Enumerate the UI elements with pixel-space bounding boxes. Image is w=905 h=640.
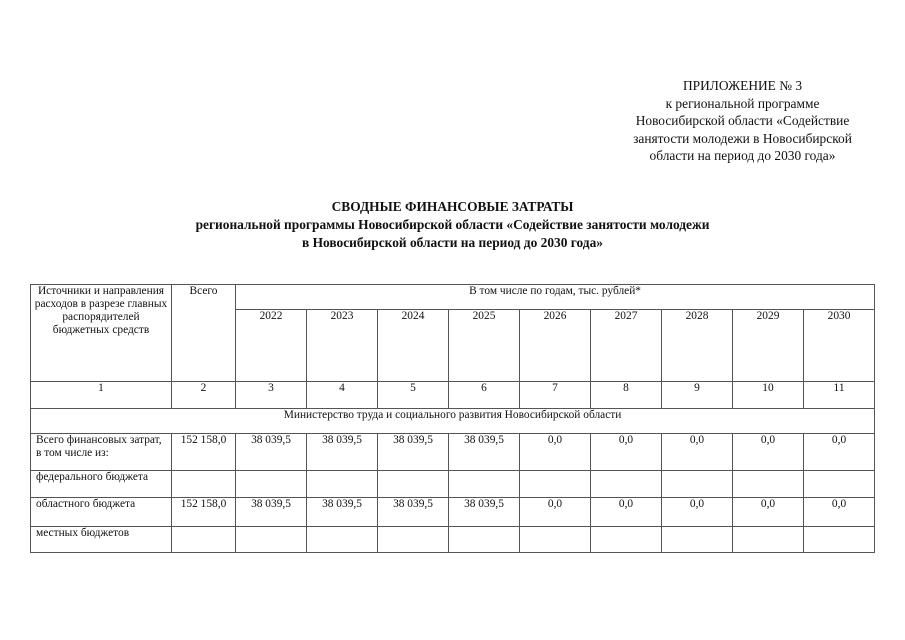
annex-heading: ПРИЛОЖЕНИЕ № 3 (682, 78, 803, 93)
row-value (307, 527, 378, 553)
row-value (662, 471, 733, 498)
column-number: 8 (591, 382, 662, 409)
row-value: 38 039,5 (236, 434, 307, 471)
header-total: Всего (172, 285, 236, 382)
header-by-years: В том числе по годам, тыс. рублей* (236, 285, 875, 310)
row-value (378, 471, 449, 498)
row-total (172, 527, 236, 553)
row-value (591, 527, 662, 553)
row-value: 0,0 (804, 498, 875, 527)
row-value (307, 471, 378, 498)
document-title (0, 198, 905, 252)
row-value (378, 527, 449, 553)
title-line-3: в Новосибирской области на период до 2030 года» (302, 235, 603, 250)
row-value (804, 471, 875, 498)
annex-line: Новосибирской области «Содействие (635, 113, 850, 128)
header-year: 2025 (449, 310, 520, 382)
row-value (804, 527, 875, 553)
row-value (591, 471, 662, 498)
column-number: 2 (172, 382, 236, 409)
column-number: 6 (449, 382, 520, 409)
header-year: 2029 (733, 310, 804, 382)
table-row (31, 498, 875, 527)
row-total: 152 158,0 (172, 434, 236, 471)
row-value: 0,0 (520, 498, 591, 527)
row-value: 0,0 (662, 498, 733, 527)
annex-line: области на период до 2030 года» (649, 148, 836, 163)
row-name: местных бюджетов (31, 527, 172, 553)
row-value (520, 471, 591, 498)
row-value (733, 527, 804, 553)
column-number: 3 (236, 382, 307, 409)
row-value (236, 527, 307, 553)
row-value: 0,0 (733, 434, 804, 471)
row-value: 0,0 (591, 498, 662, 527)
row-value: 38 039,5 (378, 498, 449, 527)
row-value: 38 039,5 (307, 498, 378, 527)
column-number: 9 (662, 382, 733, 409)
title-line-2: региональной программы Новосибирской области «Содействие занятости молодежи (195, 217, 710, 232)
title-line-1: СВОДНЫЕ ФИНАНСОВЫЕ ЗАТРАТЫ (331, 199, 574, 214)
header-year: 2022 (236, 310, 307, 382)
header-year: 2030 (804, 310, 875, 382)
row-value (449, 527, 520, 553)
header-year: 2023 (307, 310, 378, 382)
ministry-row (31, 409, 875, 434)
table-row (31, 471, 875, 498)
row-value: 0,0 (662, 434, 733, 471)
annex-line: занятости молодежи в Новосибирской (633, 130, 852, 146)
row-value: 38 039,5 (449, 434, 520, 471)
financial-table (30, 284, 875, 553)
annex-line: к региональной программе (665, 95, 820, 111)
header-row (31, 285, 875, 310)
row-value: 38 039,5 (236, 498, 307, 527)
header-sources: Источники и направления расходов в разрезе главных распорядителей бюджетных средств (31, 285, 172, 382)
row-name: областного бюджета (31, 498, 172, 527)
column-numbers-row (31, 382, 875, 409)
row-value: 38 039,5 (307, 434, 378, 471)
column-number: 7 (520, 382, 591, 409)
row-value: 0,0 (591, 434, 662, 471)
row-name: Всего финансовых затрат, в том числе из: (31, 434, 172, 471)
row-value: 0,0 (520, 434, 591, 471)
row-value (520, 527, 591, 553)
annex-block (600, 77, 885, 165)
row-value: 0,0 (733, 498, 804, 527)
header-year: 2024 (378, 310, 449, 382)
column-number: 10 (733, 382, 804, 409)
row-total (172, 471, 236, 498)
column-number: 5 (378, 382, 449, 409)
row-value: 38 039,5 (449, 498, 520, 527)
column-number: 4 (307, 382, 378, 409)
header-year: 2027 (591, 310, 662, 382)
table-row (31, 434, 875, 471)
column-number: 1 (31, 382, 172, 409)
row-value (449, 471, 520, 498)
row-name: федерального бюджета (31, 471, 172, 498)
row-value: 0,0 (804, 434, 875, 471)
row-total: 152 158,0 (172, 498, 236, 527)
row-value (662, 527, 733, 553)
row-value: 38 039,5 (378, 434, 449, 471)
row-value (236, 471, 307, 498)
header-year: 2028 (662, 310, 733, 382)
ministry-name: Министерство труда и социального развития Новосибирской области (31, 409, 875, 434)
column-number: 11 (804, 382, 875, 409)
row-value (733, 471, 804, 498)
header-year: 2026 (520, 310, 591, 382)
table-row (31, 527, 875, 553)
